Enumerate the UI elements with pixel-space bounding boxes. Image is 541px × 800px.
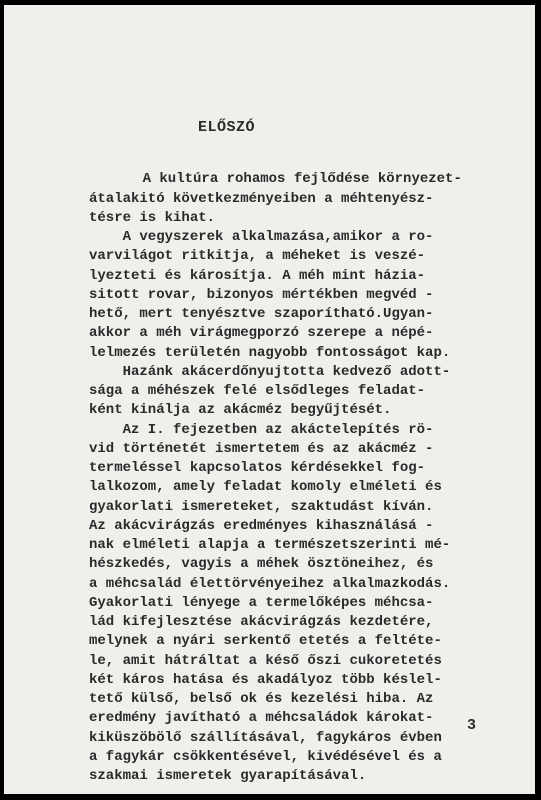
- text-line: ként kinálja az akácméz begyűjtését.: [89, 402, 392, 418]
- text-line: varvilágot ritkitja, a méheket is veszé-: [89, 248, 426, 264]
- text-line: melynek a nyári serkentő etetés a feltéte-: [89, 633, 442, 649]
- text-line: hészkedés, vagyis a méhek ösztöneihez, és: [89, 556, 434, 572]
- text-line: Gyakorlati lényege a termelőképes méhcsa-: [89, 595, 434, 611]
- text-line: sitott rovar, bizonyos mértékben megvéd -: [89, 287, 434, 303]
- text-line: termeléssel kapcsolatos kérdésekkel fog-: [89, 460, 426, 476]
- text-line: lád kifejlesztése akácvirágzás kezdetére,: [89, 614, 434, 630]
- text-line: nak elméleti alapja a természetszerinti mé-: [89, 537, 451, 553]
- text-line: sága a méhészek felé elsődleges feladat-: [89, 383, 426, 399]
- text-line: Az I. fejezetben az akáctelepítés rö-: [89, 422, 434, 438]
- text-line: átalakitó következményeiben a méhtenyész-: [89, 191, 434, 207]
- text-line: gyakorlati ismereteket, szaktudást kíván.: [89, 499, 434, 515]
- text-line: lalkozom, amely feladat komoly elméleti és: [89, 479, 442, 495]
- text-line: kiküszöbölő szállításával, fagykáros évben: [89, 730, 442, 746]
- text-line: A kultúra rohamos fejlődése környezet-: [109, 171, 462, 187]
- text-line: tető külső, belső ok és kezelési hiba. Az: [89, 691, 434, 707]
- text-line: lyezteti és károsítja. A méh mint házia-: [89, 268, 426, 284]
- document-page: [4, 5, 535, 794]
- text-line: akkor a méh virágmegporzó szerepe a népé-: [89, 325, 434, 341]
- text-line: Hazánk akácerdőnyujtotta kedvező adott-: [89, 364, 451, 380]
- page-number: 3: [467, 717, 477, 734]
- text-line: Az akácvirágzás eredményes kihasználásá -: [89, 518, 434, 534]
- text-line: szakmai ismeretek gyarapításával.: [89, 768, 367, 784]
- text-line: a fagykár csökkentésével, kivédésével és a: [89, 749, 442, 765]
- text-line: vid történetét ismertetem és az akácméz -: [89, 441, 434, 457]
- text-line: A vegyszerek alkalmazása,amikor a ro-: [89, 229, 434, 245]
- text-line: hető, mert tenyésztve szaporítható.Ugyan-: [89, 306, 434, 322]
- text-line: két káros hatása és akadályoz több késlel-: [89, 672, 442, 688]
- text-line: a méhcsalád élettörvényeihez alkalmazkodás.: [89, 576, 451, 592]
- text-line: tésre is kihat.: [89, 210, 216, 226]
- page-title: ELŐSZÓ: [198, 119, 256, 136]
- text-line: le, amit hátráltat a késő őszi cukoretetés: [89, 653, 442, 669]
- body-text: [4, 5, 535, 794]
- text-line: eredmény javítható a méhcsaládok károkat-: [89, 710, 434, 726]
- text-line: lelmezés területén nagyobb fontosságot kap.: [89, 345, 451, 361]
